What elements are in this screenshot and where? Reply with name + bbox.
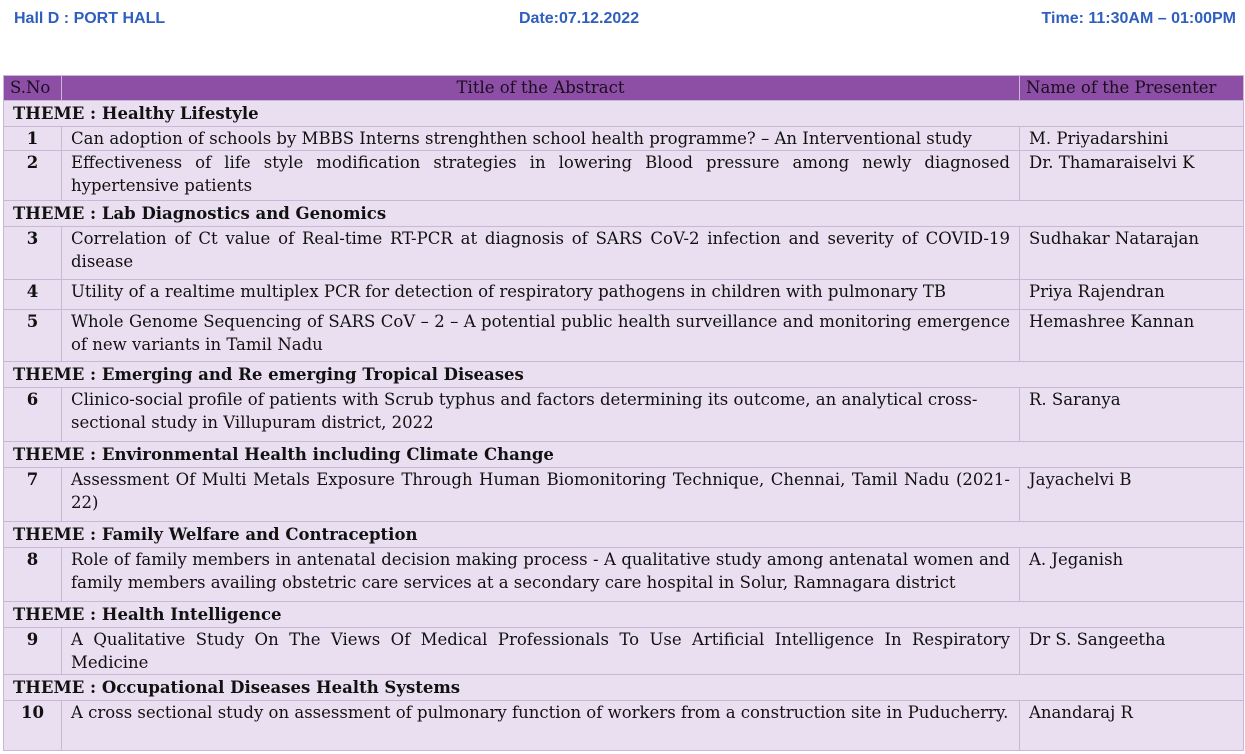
row-presenter: Priya Rajendran bbox=[1020, 280, 1244, 310]
column-header-sno: S.No bbox=[4, 76, 62, 101]
table-row bbox=[4, 548, 1244, 602]
row-sno: 8 bbox=[4, 548, 62, 602]
column-header-title: Title of the Abstract bbox=[62, 76, 1020, 101]
row-title: Role of family members in antenatal decision making process - A qualitative study among antenatal women and family members availing obstetric care services at a secondary care hospital in Solur, Ramnagara district bbox=[62, 548, 1020, 602]
row-title: Utility of a realtime multiplex PCR for detection of respiratory pathogens in children with pulmonary TB bbox=[62, 280, 1020, 310]
table-row bbox=[4, 701, 1244, 751]
theme-label: THEME : Lab Diagnostics and Genomics bbox=[4, 201, 1244, 227]
row-presenter: Anandaraj R bbox=[1020, 701, 1244, 751]
session-time: Time: 11:30AM – 01:00PM bbox=[1041, 10, 1236, 27]
theme-row bbox=[4, 675, 1244, 701]
theme-label: THEME : Health Intelligence bbox=[4, 602, 1244, 628]
theme-row bbox=[4, 201, 1244, 227]
row-sno: 3 bbox=[4, 227, 62, 280]
abstract-schedule-table bbox=[3, 75, 1244, 751]
table-row bbox=[4, 151, 1244, 201]
theme-label: THEME : Family Welfare and Contraception bbox=[4, 522, 1244, 548]
table-row bbox=[4, 280, 1244, 310]
row-presenter: R. Saranya bbox=[1020, 388, 1244, 442]
row-title: A cross sectional study on assessment of pulmonary function of workers from a construction site in Puducherry. bbox=[62, 701, 1020, 751]
column-header-presenter: Name of the Presenter bbox=[1020, 76, 1244, 101]
theme-label: THEME : Occupational Diseases Health Systems bbox=[4, 675, 1244, 701]
theme-label: THEME : Healthy Lifestyle bbox=[4, 101, 1244, 127]
row-presenter: Dr. Thamaraiselvi K bbox=[1020, 151, 1244, 201]
table-row bbox=[4, 388, 1244, 442]
row-sno: 7 bbox=[4, 468, 62, 522]
row-title: Clinico-social profile of patients with Scrub typhus and factors determining its outcome, an analytical cross-sectional study in Villupuram district, 2022 bbox=[62, 388, 1020, 442]
theme-row bbox=[4, 442, 1244, 468]
table-row bbox=[4, 468, 1244, 522]
row-sno: 6 bbox=[4, 388, 62, 442]
row-sno: 4 bbox=[4, 280, 62, 310]
table-row bbox=[4, 310, 1244, 362]
table-header-row bbox=[4, 76, 1244, 101]
session-date: Date:07.12.2022 bbox=[519, 10, 640, 27]
hall-name: Hall D : PORT HALL bbox=[14, 10, 166, 27]
row-sno: 1 bbox=[4, 127, 62, 151]
row-presenter: Sudhakar Natarajan bbox=[1020, 227, 1244, 280]
row-title: Assessment Of Multi Metals Exposure Through Human Biomonitoring Technique, Chennai, Tamil Nadu (2021-22) bbox=[62, 468, 1020, 522]
table-row bbox=[4, 628, 1244, 675]
row-title: Correlation of Ct value of Real-time RT-PCR at diagnosis of SARS CoV-2 infection and severity of COVID-19 disease bbox=[62, 227, 1020, 280]
row-sno: 2 bbox=[4, 151, 62, 201]
theme-label: THEME : Emerging and Re emerging Tropical Diseases bbox=[4, 362, 1244, 388]
row-sno: 9 bbox=[4, 628, 62, 675]
row-presenter: Dr S. Sangeetha bbox=[1020, 628, 1244, 675]
table-row bbox=[4, 127, 1244, 151]
theme-label: THEME : Environmental Health including Climate Change bbox=[4, 442, 1244, 468]
row-presenter: Jayachelvi B bbox=[1020, 468, 1244, 522]
row-title: Effectiveness of life style modification strategies in lowering Blood pressure among newly diagnosed hypertensive patients bbox=[62, 151, 1020, 201]
row-title: Whole Genome Sequencing of SARS CoV – 2 – A potential public health surveillance and monitoring emergence of new variants in Tamil Nadu bbox=[62, 310, 1020, 362]
theme-row bbox=[4, 522, 1244, 548]
theme-row bbox=[4, 362, 1244, 388]
row-sno: 10 bbox=[4, 701, 62, 751]
row-presenter: A. Jeganish bbox=[1020, 548, 1244, 602]
theme-row bbox=[4, 101, 1244, 127]
row-title: Can adoption of schools by MBBS Interns strenghthen school health programme? – An Interventional study bbox=[62, 127, 1020, 151]
row-sno: 5 bbox=[4, 310, 62, 362]
theme-row bbox=[4, 602, 1244, 628]
table-row bbox=[4, 227, 1244, 280]
session-header bbox=[0, 0, 1245, 40]
row-presenter: M. Priyadarshini bbox=[1020, 127, 1244, 151]
row-presenter: Hemashree Kannan bbox=[1020, 310, 1244, 362]
row-title: A Qualitative Study On The Views Of Medical Professionals To Use Artificial Intelligence In Respiratory Medicine bbox=[62, 628, 1020, 675]
